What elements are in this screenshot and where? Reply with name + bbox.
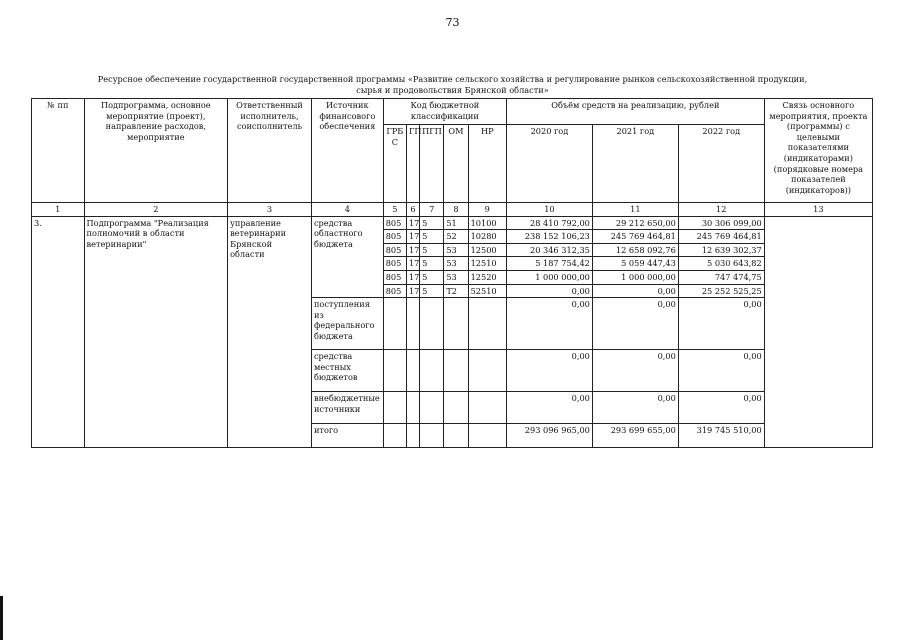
pgp-cell [420,424,444,448]
pgp-cell: 5 [420,216,444,230]
nr-cell: 10280 [468,230,506,244]
source-local: средства местных бюджетов [311,350,383,392]
scan-edge-mark [0,596,3,640]
gp-cell [406,424,419,448]
indicator-link-cell [764,216,872,448]
grbs-cell: 805 [383,257,406,271]
responsible-executor: управление ветеринарии Брянской области [228,216,312,448]
header-gp: ГП [406,125,419,203]
total-2022: 319 745 510,00 [678,424,764,448]
gp-cell: 17 [406,270,419,284]
amount-2021: 1 000 000,00 [592,270,678,284]
amount-2020: 1 000 000,00 [506,270,592,284]
grbs-cell [383,424,406,448]
header-responsible: Ответственный исполнитель, соисполнитель [228,99,312,203]
col-number: 9 [468,203,506,217]
total-2020: 293 096 965,00 [506,424,592,448]
amount-2020: 28 410 792,00 [506,216,592,230]
col-number: 12 [678,203,764,217]
nr-cell: 12520 [468,270,506,284]
col-number: 7 [420,203,444,217]
col-number: 8 [444,203,468,217]
source-federal: поступления из федерального бюджета [311,298,383,350]
source-total: итого [311,424,383,448]
amount-2022: 0,00 [678,298,764,350]
gp-cell: 17 [406,216,419,230]
table-row [32,216,873,230]
amount-2021: 245 769 464,81 [592,230,678,244]
nr-cell: 12500 [468,243,506,257]
grbs-cell: 805 [383,284,406,298]
pgp-cell [420,392,444,424]
amount-2021: 29 212 650,00 [592,216,678,230]
subprogram-name: Подпрограмма "Реализация полномочий в области ветеринарии" [84,216,228,448]
nr-cell [468,392,506,424]
grbs-cell [383,392,406,424]
amount-2022: 747 474,75 [678,270,764,284]
amount-2020: 20 346 312,35 [506,243,592,257]
col-number: 4 [311,203,383,217]
amount-2022: 5 030 643,82 [678,257,764,271]
gp-cell [406,350,419,392]
page-number: 73 [445,16,460,29]
source-regional-budget: средства областного бюджета [311,216,383,298]
header-2020: 2020 год [506,125,592,203]
nr-cell [468,424,506,448]
col-number: 1 [32,203,85,217]
amount-2020: 0,00 [506,350,592,392]
grbs-cell: 805 [383,216,406,230]
header-2021: 2021 год [592,125,678,203]
nr-cell [468,350,506,392]
amount-2022: 0,00 [678,350,764,392]
header-om: ОМ [444,125,468,203]
om-cell [444,298,468,350]
amount-2022: 25 252 525,25 [678,284,764,298]
document-title [80,74,825,96]
amount-2022: 30 306 099,00 [678,216,764,230]
gp-cell: 17 [406,243,419,257]
col-number: 6 [406,203,419,217]
grbs-cell: 805 [383,230,406,244]
column-number-row [32,203,873,217]
grbs-cell [383,298,406,350]
pgp-cell: 5 [420,270,444,284]
col-number: 11 [592,203,678,217]
col-number: 2 [84,203,228,217]
amount-2022: 0,00 [678,392,764,424]
nr-cell [468,298,506,350]
amount-2020: 0,00 [506,284,592,298]
amount-2021: 0,00 [592,350,678,392]
nr-cell: 10100 [468,216,506,230]
resource-table [31,98,873,448]
gp-cell [406,392,419,424]
header-grbs: ГРБ С [383,125,406,203]
header-num: № пп [32,99,85,203]
gp-cell: 17 [406,284,419,298]
grbs-cell: 805 [383,270,406,284]
amount-2021: 5 059 447,43 [592,257,678,271]
om-cell [444,350,468,392]
amount-2021: 0,00 [592,392,678,424]
col-number: 5 [383,203,406,217]
om-cell: 53 [444,243,468,257]
gp-cell: 17 [406,257,419,271]
header-nr: НР [468,125,506,203]
gp-cell: 17 [406,230,419,244]
pgp-cell [420,350,444,392]
col-number: 10 [506,203,592,217]
nr-cell: 52510 [468,284,506,298]
amount-2022: 245 769 464,81 [678,230,764,244]
header-volume: Объём средств на реализацию, рублей [506,99,764,125]
amount-2022: 12 639 302,37 [678,243,764,257]
header-pgp: ПГП [420,125,444,203]
grbs-cell [383,350,406,392]
total-2021: 293 699 655,00 [592,424,678,448]
om-cell: 53 [444,257,468,271]
amount-2021: 0,00 [592,298,678,350]
om-cell: 53 [444,270,468,284]
title-line-2: сырья и продовольствия Брянской области» [356,85,549,95]
header-source: Источник финансового обеспечения [311,99,383,203]
col-number: 3 [228,203,312,217]
pgp-cell: 5 [420,243,444,257]
source-extrabudgetary: внебюджетные источники [311,392,383,424]
pgp-cell: 5 [420,230,444,244]
pgp-cell [420,298,444,350]
row-number: 3. [32,216,85,448]
amount-2021: 0,00 [592,284,678,298]
om-cell [444,424,468,448]
header-link: Связь основного мероприятия, проекта (программы) с целевыми показателями (индикаторами) (порядковые номера показателей (индикаторов)) [764,99,872,203]
header-subprogram: Подпрограмма, основное мероприятие (проект), направление расходов, мероприятие [84,99,228,203]
om-cell: 52 [444,230,468,244]
pgp-cell: 5 [420,284,444,298]
gp-cell [406,298,419,350]
om-cell [444,392,468,424]
header-2022: 2022 год [678,125,764,203]
amount-2020: 0,00 [506,392,592,424]
amount-2020: 0,00 [506,298,592,350]
nr-cell: 12510 [468,257,506,271]
header-row-1 [32,99,873,125]
om-cell: T2 [444,284,468,298]
amount-2020: 238 152 106,23 [506,230,592,244]
amount-2021: 12 658 092,76 [592,243,678,257]
title-line-1: Ресурсное обеспечение государственной государственной программы «Развитие сельского хозяйства и регулирование рынков сельскохозяйственной продукции, [97,74,808,84]
om-cell: 51 [444,216,468,230]
col-number: 13 [764,203,872,217]
amount-2020: 5 187 754,42 [506,257,592,271]
header-budget-code: Код бюджетной классификации [383,99,506,125]
grbs-cell: 805 [383,243,406,257]
pgp-cell: 5 [420,257,444,271]
